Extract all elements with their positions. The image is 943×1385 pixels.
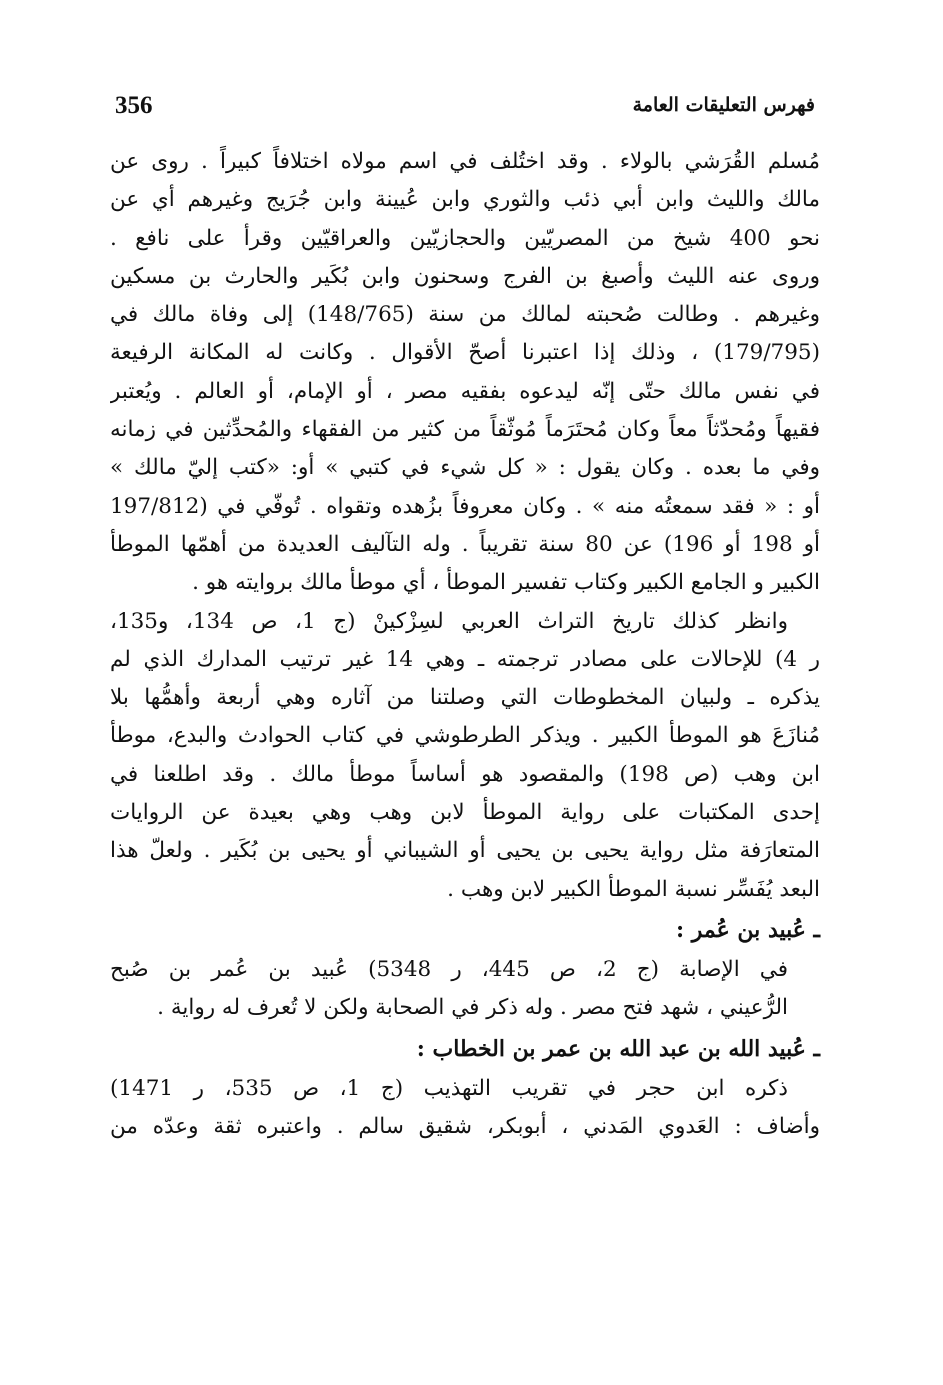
text-line: إحدى المكتبات على رواية الموطأ لابن وهب وهي بعيدة عن الروايات xyxy=(110,800,820,826)
text-line: فقيهاً ومُحدّثاً معاً وكان مُحتَرَماً مُوثّقاً من كثير من الفقهاء والمُحدِّثين في زمانه xyxy=(110,417,820,443)
text-line: مُنازَعَ هو الموطأ الكبير . ويذكر الطرطوشي في كتاب الحوادث والبدع، موطأ xyxy=(110,723,820,749)
text-line: في نفس مالك حتّى إنّه ليدعوه بفقيه مصر ، أو الإمام، أو العالم . ويُعتبر xyxy=(110,378,820,404)
text-line: الرُّعيني ، شهد فتح مصر . وله ذكر في الصحابة ولكن لا تُعرف له رواية . xyxy=(157,995,788,1021)
text-line: وغيرهم . وطالت صُحبته لمالك من سنة (148/765) إلى وفاة مالك في xyxy=(110,302,820,328)
text-line: يذكره ـ ولبيان المخطوطات التي وصلتنا من آثاره وهي أربعة وأهمُّها بلا xyxy=(110,685,820,711)
text-line: وفي ما بعده . وكان يقول : « كل شيء في كتبي » أو: «كتب إليّ مالك » xyxy=(110,455,820,481)
entry-heading-ubaidullah: ـ عُبيد الله بن عبد الله بن عمر بن الخطاب : xyxy=(416,1035,820,1062)
text-line: المتعارَفة مثل رواية يحيى بن يحيى أو الشيباني أو يحيى بن بُكَير . ولعلّ هذا xyxy=(110,838,820,864)
entry-heading-ubaid-bin-umar: ـ عُبيد بن عُمر : xyxy=(675,916,820,943)
text-line: نحو 400 شيخ من المصريّين والحجازيّين والعراقيّين وقرأ على نافع . xyxy=(110,225,820,251)
text-line: وانظر كذلك تاريخ التراث العربي لسِزْكينْ (ج 1، ص 134، و135، xyxy=(110,608,788,634)
text-line: (179/795) ، وذلك إذا اعتبرنا أصحّ الأقوال . وكانت له المكانة الرفيعة xyxy=(110,340,820,366)
body-text xyxy=(110,143,820,1146)
paragraph-1 xyxy=(110,143,820,603)
text-line: أو 198 أو 196) عن 80 سنة تقريباً . وله التآليف العديدة من أهمّها الموطأ xyxy=(110,531,820,557)
paragraph-4 xyxy=(110,1070,820,1147)
text-line: مالك والليث وابن أبي ذئب والثوري وابن عُيينة وابن جُرَيج وغيرهم أي عن xyxy=(110,187,820,213)
text-line: الكبير و الجامع الكبير وكتاب تفسير الموطأ ، أي موطأ مالك بروايته هو . xyxy=(192,570,820,596)
paragraph-2 xyxy=(110,603,820,909)
text-line: وأضاف : العَدوي المَدني ، أبوبكر، شقيق سالم . واعتبره ثقة وعدّه من xyxy=(110,1113,820,1139)
page-number: 356 xyxy=(115,92,153,119)
paragraph-3 xyxy=(110,951,820,1028)
text-line: في الإصابة (ج 2، ص 445، ر 5348) عُبيد بن عُمر بن صُبح xyxy=(110,956,788,982)
text-line: وروى عنه الليث وأصبغ بن الفرج وسحنون وابن بُكَير والحارث بن مسكين xyxy=(110,263,820,289)
text-line: ذكره ابن حجر في تقريب التهذيب (ج 1، ص 535، ر 1471) xyxy=(110,1075,788,1101)
running-header xyxy=(115,92,815,132)
text-line: ر 4) للإحالات على مصادر ترجمته ـ وهي 14 غير ترتيب المدارك الذي لم xyxy=(110,646,820,672)
text-line: البعد يُفَسِّر نسبة الموطأ الكبير لابن وهب . xyxy=(447,876,820,902)
text-line: ابن وهب (ص 198) والمقصود هو أساساً موطأ مالك . وقد اطلعنا في xyxy=(110,761,820,787)
running-title: فهرس التعليقات العامة xyxy=(632,94,815,116)
text-line: مُسلم القُرَشي بالولاء . وقد اختُلف في اسم مولاه اختلافاً كبيراً . روى عن xyxy=(110,149,820,174)
text-line: أو : « فقد سمعتُه منه » . وكان معروفاً بزُهده وتقواه . تُوفّي في (197/812 xyxy=(110,493,820,519)
